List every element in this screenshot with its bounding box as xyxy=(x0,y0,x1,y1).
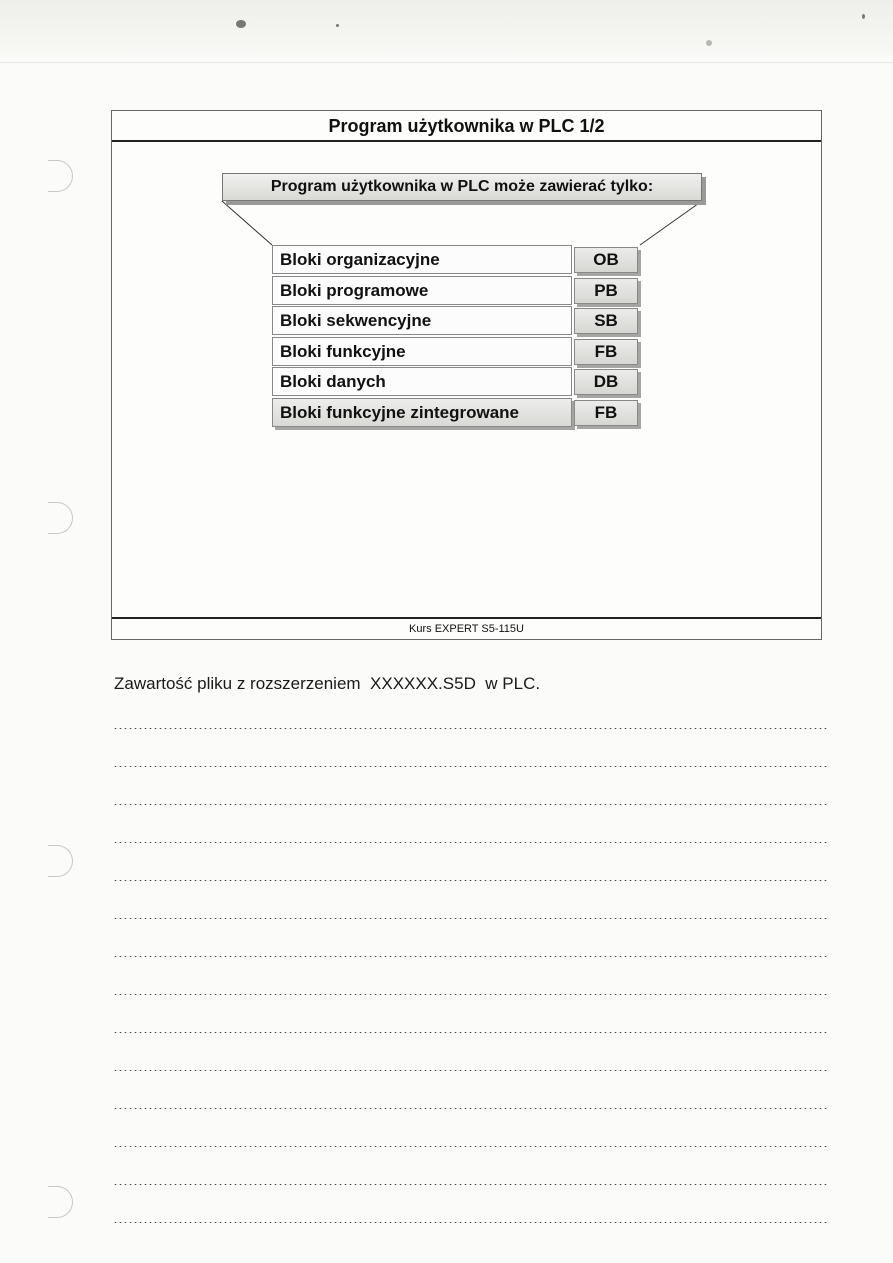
block-label: Bloki funkcyjne zintegrowane xyxy=(272,398,572,427)
dotted-writing-line xyxy=(113,956,827,957)
scanned-page-top-edge xyxy=(0,0,893,63)
block-row xyxy=(272,337,640,367)
block-code: PB xyxy=(574,278,638,304)
dotted-writing-line xyxy=(113,1146,827,1147)
scan-speck xyxy=(862,14,865,19)
scan-speck xyxy=(336,24,339,27)
blocks-header-box: Program użytkownika w PLC może zawierać tylko: xyxy=(222,173,702,201)
dotted-writing-line xyxy=(113,1108,827,1109)
slide-title: Program użytkownika w PLC 1/2 xyxy=(112,111,821,142)
block-row xyxy=(272,245,640,275)
block-types-table xyxy=(272,245,640,429)
block-label: Bloki organizacyjne xyxy=(272,245,572,274)
block-row xyxy=(272,306,640,336)
dotted-writing-line xyxy=(113,842,827,843)
block-code: FB xyxy=(574,400,638,426)
block-code: FB xyxy=(574,339,638,365)
punch-hole xyxy=(48,845,73,877)
dotted-writing-line xyxy=(113,766,827,767)
block-row xyxy=(272,398,640,428)
dotted-writing-line xyxy=(113,1070,827,1071)
block-label: Bloki programowe xyxy=(272,276,572,305)
punch-hole xyxy=(48,160,73,192)
block-code: DB xyxy=(574,369,638,395)
slide-frame xyxy=(111,110,822,640)
block-row xyxy=(272,276,640,306)
slide-footer: Kurs EXPERT S5-115U xyxy=(112,617,821,639)
block-code: OB xyxy=(574,247,638,273)
block-label: Bloki funkcyjne xyxy=(272,337,572,366)
block-row xyxy=(272,367,640,397)
dotted-writing-line xyxy=(113,1222,827,1223)
dotted-writing-line xyxy=(113,728,827,729)
dotted-writing-line xyxy=(113,880,827,881)
punch-hole xyxy=(48,1186,73,1218)
dotted-writing-line xyxy=(113,804,827,805)
block-label: Bloki danych xyxy=(272,367,572,396)
dotted-writing-line xyxy=(113,1032,827,1033)
dotted-writing-line xyxy=(113,994,827,995)
scan-speck xyxy=(236,20,246,28)
notes-caption: Zawartość pliku z rozszerzeniem XXXXXX.S5D w PLC. xyxy=(114,674,541,693)
scan-speck xyxy=(706,40,712,46)
punch-hole xyxy=(48,502,73,534)
note-lines xyxy=(113,728,827,1260)
block-label: Bloki sekwencyjne xyxy=(272,306,572,335)
dotted-writing-line xyxy=(113,1184,827,1185)
dotted-writing-line xyxy=(113,918,827,919)
block-code: SB xyxy=(574,308,638,334)
